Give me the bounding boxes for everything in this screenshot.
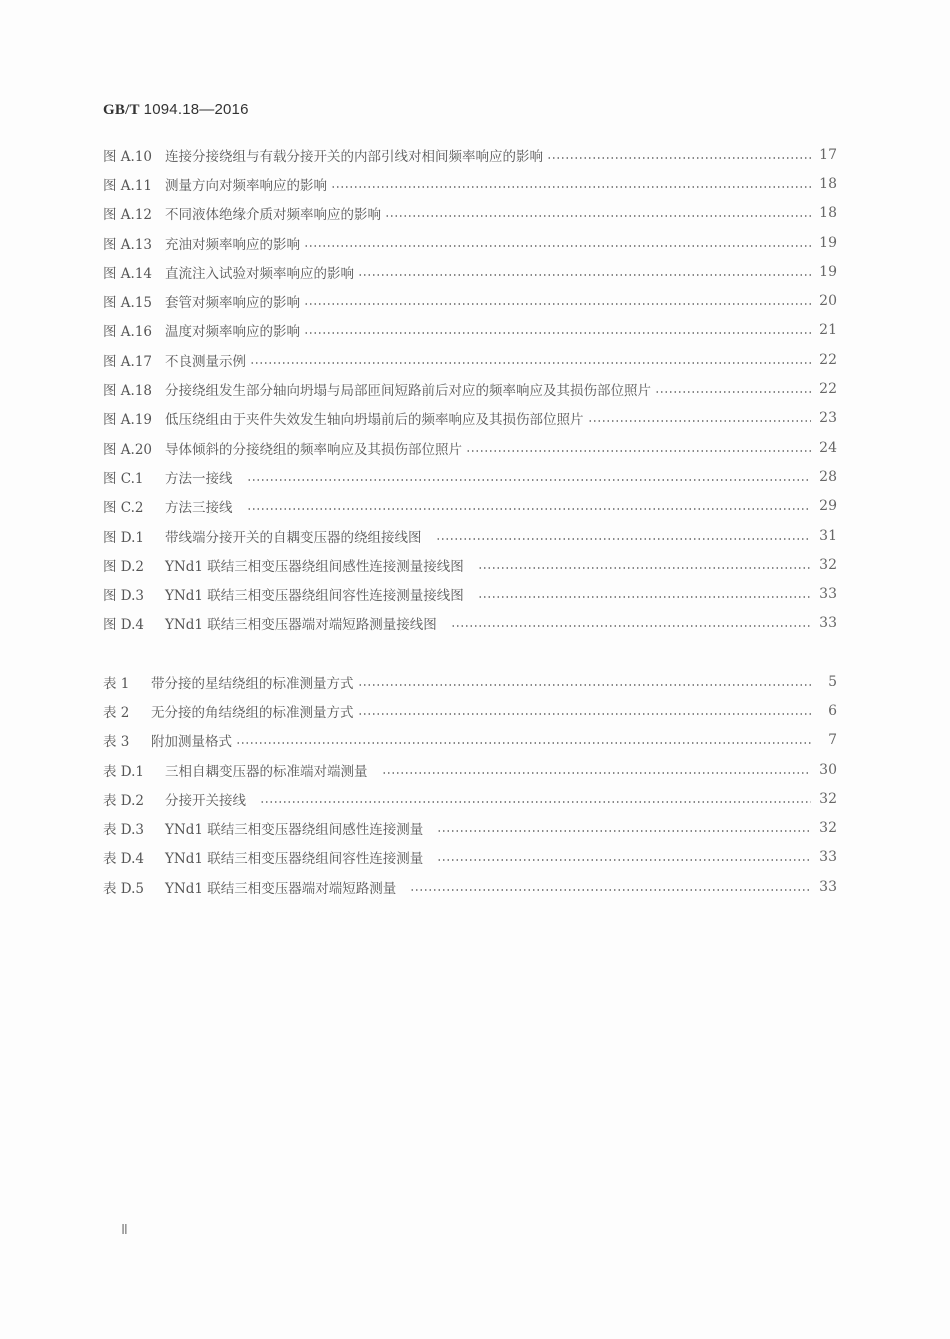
entry-page: 31 [819,527,837,544]
entry-label: 图 A.20 [103,441,153,458]
toc-entry-figure[interactable] [103,609,837,638]
entry-label: 表 2 [103,704,130,721]
toc-entry-table[interactable] [103,813,837,842]
entry-page: 18 [819,205,837,222]
entry-title: 温度对频率响应的影响 [165,324,300,341]
toc-entry-figure[interactable] [103,345,837,374]
entry-page: 20 [819,293,837,310]
toc-entry-table[interactable] [103,872,837,901]
entry-title: 充油对频率响应的影响 [165,236,300,253]
dot-leader [451,616,811,630]
entry-title: 方法三接线 [165,500,233,517]
dot-leader [466,441,811,455]
toc-entry-figure[interactable] [103,286,837,315]
entry-title: YNd1 联结三相变压器绕组间容性连接测量接线图 [165,588,464,605]
toc-entry-figure[interactable] [103,316,837,345]
entry-title: 三相自耦变压器的标准端对端测量 [165,763,368,780]
entry-page: 32 [819,790,837,807]
toc-entry-figure[interactable] [103,462,837,491]
entry-title: YNd1 联结三相变压器端对端短路测量 [165,880,397,897]
dot-leader [260,792,811,806]
entry-page: 32 [819,820,837,837]
entry-label: 图 A.16 [103,324,153,341]
dot-leader [304,323,811,337]
standard-prefix: GB/T [103,102,140,118]
entry-title: 不良测量示例 [165,353,246,370]
dot-leader [250,353,811,367]
entry-label: 图 A.19 [103,412,153,429]
dot-leader [588,411,812,425]
toc-entry-figure[interactable] [103,228,837,257]
dot-leader [437,850,811,864]
entry-title: YNd1 联结三相变压器端对端短路测量接线图 [165,617,437,634]
entry-title: 低压绕组由于夹件失效发生轴向坍塌前后的频率响应及其损伤部位照片 [165,412,584,429]
table-list [103,667,837,901]
toc-entry-figure[interactable] [103,374,837,403]
entry-page: 7 [828,732,837,749]
entry-page: 23 [819,410,837,427]
entry-page: 33 [819,615,837,632]
dot-leader [385,206,811,220]
entry-title: YNd1 联结三相变压器绕组间容性连接测量 [165,851,424,868]
dot-leader [478,587,811,601]
entry-label: 图 A.12 [103,207,153,224]
entry-title: YNd1 联结三相变压器绕组间感性连接测量接线图 [165,558,464,575]
entry-label: 图 A.14 [103,265,153,282]
toc-entry-figure[interactable] [103,550,837,579]
entry-page: 18 [819,175,837,192]
entry-page: 28 [819,468,837,485]
entry-title: 测量方向对频率响应的影响 [165,177,327,194]
entry-label: 图 C.1 [103,470,144,487]
toc-entry-figure[interactable] [103,433,837,462]
entry-label: 表 D.5 [103,880,145,897]
toc-entry-figure[interactable] [103,579,837,608]
entry-page: 21 [819,322,837,339]
dot-leader [304,236,811,250]
dot-leader [247,499,812,513]
standard-number: 1094.18—2016 [143,101,249,118]
toc-entry-figure[interactable] [103,169,837,198]
entry-page: 22 [819,381,837,398]
entry-page: 33 [819,878,837,895]
dot-leader [247,470,812,484]
entry-label: 表 D.2 [103,792,145,809]
entry-title: 分接绕组发生部分轴向坍塌与局部匝间短路前后对应的频率响应及其损伤部位照片 [165,383,651,400]
entry-label: 图 D.1 [103,529,145,546]
entry-page: 30 [819,761,837,778]
entry-label: 表 D.4 [103,851,145,868]
entry-title: 带分接的星结绕组的标准测量方式 [151,675,354,692]
entry-page: 17 [819,146,837,163]
dot-leader [437,821,811,835]
entry-title: 带线端分接开关的自耦变压器的绕组接线图 [165,529,422,546]
entry-title: 导体倾斜的分接绕组的频率响应及其损伤部位照片 [165,441,462,458]
entry-page: 5 [828,673,837,690]
entry-title: 分接开关接线 [165,792,246,809]
toc-entry-figure[interactable] [103,404,837,433]
page-number: Ⅱ [121,1223,128,1238]
entry-title: 直流注入试验对频率响应的影响 [165,265,354,282]
toc-entry-table[interactable] [103,755,837,784]
entry-label: 图 A.13 [103,236,153,253]
dot-leader [304,294,811,308]
entry-title: 连接分接绕组与有载分接开关的内部引线对相间频率响应的影响 [165,148,543,165]
dot-leader [358,704,812,718]
entry-label: 图 A.11 [103,177,153,194]
entry-label: 图 A.17 [103,353,153,370]
entry-page: 6 [828,702,837,719]
dot-leader [382,763,812,777]
entry-page: 32 [819,556,837,573]
entry-title: YNd1 联结三相变压器绕组间感性连接测量 [165,822,424,839]
entry-label: 图 A.15 [103,295,153,312]
entry-page: 19 [819,234,837,251]
dot-leader [358,265,811,279]
entry-page: 19 [819,263,837,280]
toc-entry-figure[interactable] [103,140,837,169]
toc-entry-table[interactable] [103,696,837,725]
entry-title: 无分接的角结绕组的标准测量方式 [151,704,354,721]
entry-title: 方法一接线 [165,470,233,487]
entry-title: 套管对频率响应的影响 [165,295,300,312]
dot-leader [436,529,812,543]
entry-page: 24 [819,439,837,456]
toc-entry-figure[interactable] [103,199,837,228]
entry-label: 图 D.4 [103,617,145,634]
entry-title: 附加测量格式 [151,734,232,751]
figure-list [103,140,837,638]
entry-label: 图 C.2 [103,500,144,517]
toc-entry-table[interactable] [103,843,837,872]
dot-leader [236,733,811,747]
entry-title: 不同液体绝缘介质对频率响应的影响 [165,207,381,224]
entry-label: 表 3 [103,734,130,751]
entry-page: 29 [819,498,837,515]
entry-label: 图 A.18 [103,383,153,400]
dot-leader [547,148,811,162]
entry-label: 表 D.1 [103,763,145,780]
toc-entry-figure[interactable] [103,492,837,521]
toc-entry-table[interactable] [103,667,837,696]
entry-label: 图 D.2 [103,558,145,575]
entry-page: 33 [819,849,837,866]
entry-label: 图 A.10 [103,148,153,165]
toc-entry-table[interactable] [103,784,837,813]
entry-page: 33 [819,586,837,603]
dot-leader [331,177,811,191]
toc-entry-figure[interactable] [103,257,837,286]
entry-label: 表 D.3 [103,822,145,839]
dot-leader [655,382,811,396]
running-header [103,100,249,119]
entry-label: 图 D.3 [103,588,145,605]
dot-leader [410,880,811,894]
toc-entry-table[interactable] [103,726,837,755]
dot-leader [478,558,811,572]
toc-entry-figure[interactable] [103,521,837,550]
entry-label: 表 1 [103,675,130,692]
entry-page: 22 [819,351,837,368]
dot-leader [358,675,812,689]
